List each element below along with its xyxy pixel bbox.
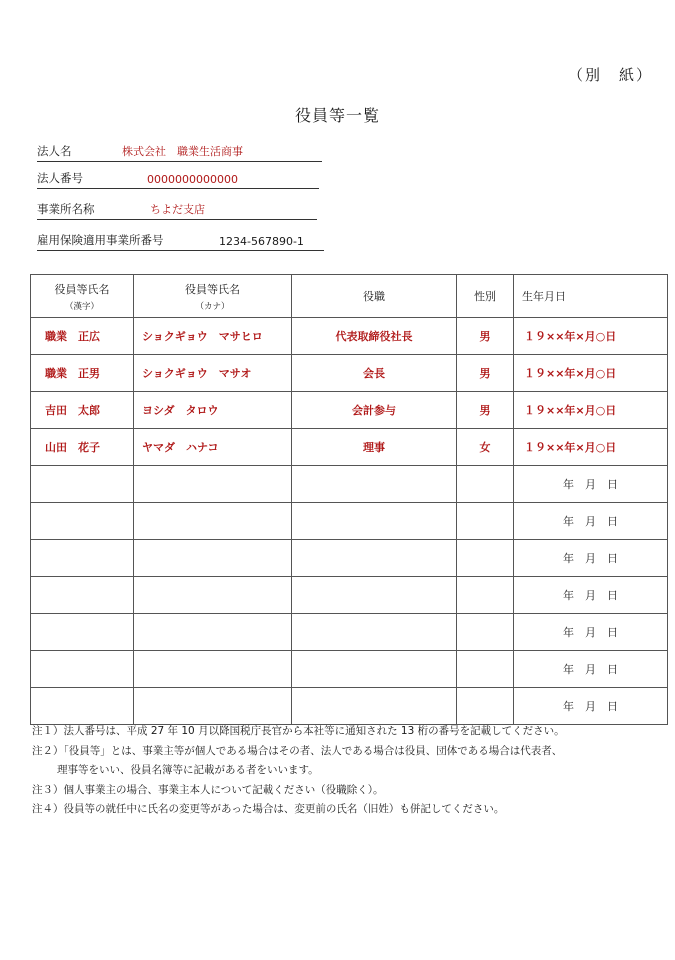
col-header-dob: 生年月日 xyxy=(514,275,668,318)
cell-blank xyxy=(292,577,457,614)
cell-gender: 女 xyxy=(457,429,514,466)
cell-blank xyxy=(134,540,292,577)
note-3: 注３）個人事業主の場合、事業主本人について記載ください（役職除く）。 xyxy=(32,783,384,796)
header-field-office-name xyxy=(37,199,317,220)
cell-dob-blank: 年 月 日 xyxy=(514,614,668,651)
table-header-row xyxy=(31,275,668,318)
table-row-blank xyxy=(31,503,668,540)
col-header-gender: 性別 xyxy=(457,275,514,318)
notes-section xyxy=(32,726,652,824)
field-label: 事業所名称 xyxy=(37,202,95,216)
header-label: 役員等氏名 xyxy=(54,282,110,296)
cell-name-kana: ショクギョウ マサヒロ xyxy=(134,318,292,355)
cell-position: 理事 xyxy=(292,429,457,466)
col-header-position: 役職 xyxy=(292,275,457,318)
cell-blank xyxy=(31,540,134,577)
cell-dob-blank: 年 月 日 xyxy=(514,466,668,503)
cell-dob: １９××年×月○日 xyxy=(514,392,668,429)
cell-blank xyxy=(292,466,457,503)
cell-blank xyxy=(457,577,514,614)
table-row xyxy=(31,355,668,392)
cell-name-kana: ヨシダ タロウ xyxy=(134,392,292,429)
cell-dob-blank: 年 月 日 xyxy=(514,577,668,614)
officers-table xyxy=(30,274,668,725)
header-sublabel: （漢字） xyxy=(64,301,99,312)
cell-blank xyxy=(457,688,514,725)
cell-gender: 男 xyxy=(457,355,514,392)
note-2: 注２）「役員等」とは、事業主等が個人である場合はその者、法人である場合は役員、団体である場合は代表者、 xyxy=(32,744,563,757)
cell-dob-blank: 年 月 日 xyxy=(514,651,668,688)
cell-blank xyxy=(457,503,514,540)
cell-blank xyxy=(134,614,292,651)
cell-position: 会計参与 xyxy=(292,392,457,429)
note-2-continued: 理事等をいい、役員名簿等に記載がある者をいいます。 xyxy=(57,764,319,776)
table-row xyxy=(31,429,668,466)
field-value: 株式会社 職業生活商事 xyxy=(122,145,243,158)
cell-gender: 男 xyxy=(457,392,514,429)
field-value: 0000000000000 xyxy=(147,173,238,186)
cell-blank xyxy=(31,614,134,651)
cell-blank xyxy=(457,651,514,688)
cell-blank xyxy=(457,540,514,577)
cell-blank xyxy=(31,503,134,540)
table-row-blank xyxy=(31,651,668,688)
cell-blank xyxy=(292,503,457,540)
field-label: 法人番号 xyxy=(37,171,83,185)
cell-gender: 男 xyxy=(457,318,514,355)
cell-blank xyxy=(457,614,514,651)
field-label: 法人名 xyxy=(37,144,72,158)
table-row-blank xyxy=(31,614,668,651)
col-header-name-kana xyxy=(134,275,292,318)
cell-name-kana: ヤマダ ハナコ xyxy=(134,429,292,466)
cell-blank xyxy=(134,688,292,725)
cell-blank xyxy=(134,503,292,540)
header-sublabel: （カナ） xyxy=(195,301,230,312)
cell-name-kana: ショクギョウ マサオ xyxy=(134,355,292,392)
table-row-blank xyxy=(31,577,668,614)
cell-blank xyxy=(31,466,134,503)
col-header-name-kanji xyxy=(31,275,134,318)
cell-blank xyxy=(134,577,292,614)
page-title: 役員等一覧 xyxy=(294,106,380,125)
header-label: 役員等氏名 xyxy=(185,282,240,296)
cell-blank xyxy=(31,577,134,614)
cell-name-kanji: 職業 正広 xyxy=(31,318,134,355)
cell-position: 代表取締役社長 xyxy=(292,318,457,355)
cell-blank xyxy=(292,614,457,651)
note-4: 注４）役員等の就任中に氏名の変更等があった場合は、変更前の氏名（旧姓）も併記してください。 xyxy=(32,803,505,815)
cell-dob-blank: 年 月 日 xyxy=(514,688,668,725)
cell-dob: １９××年×月○日 xyxy=(514,429,668,466)
note-1: 注１）法人番号は、平成 27 年 10 月以降国税庁長官から本社等に通知された 13 桁の番号を記載してください。 xyxy=(32,725,565,737)
header-field-insurance-number xyxy=(37,230,324,251)
cell-blank xyxy=(134,466,292,503)
attachment-label: （別 紙） xyxy=(568,66,654,84)
cell-blank xyxy=(292,688,457,725)
table-row-blank xyxy=(31,688,668,725)
cell-dob-blank: 年 月 日 xyxy=(514,540,668,577)
cell-dob: １９××年×月○日 xyxy=(514,318,668,355)
field-label: 雇用保険適用事業所番号 xyxy=(37,233,164,247)
cell-dob: １９××年×月○日 xyxy=(514,355,668,392)
cell-name-kanji: 職業 正男 xyxy=(31,355,134,392)
table-row xyxy=(31,318,668,355)
table-row xyxy=(31,392,668,429)
cell-name-kanji: 山田 花子 xyxy=(31,429,134,466)
cell-position: 会長 xyxy=(292,355,457,392)
cell-blank xyxy=(292,540,457,577)
field-value: 1234-567890-1 xyxy=(219,235,304,248)
cell-blank xyxy=(457,466,514,503)
table-row-blank xyxy=(31,466,668,503)
cell-name-kanji: 吉田 太郎 xyxy=(31,392,134,429)
header-field-corporate-number xyxy=(37,168,319,189)
cell-blank xyxy=(292,651,457,688)
field-value: ちよだ支店 xyxy=(150,203,205,216)
header-field-corporate-name xyxy=(37,141,322,162)
table-row-blank xyxy=(31,540,668,577)
cell-dob-blank: 年 月 日 xyxy=(514,503,668,540)
cell-blank xyxy=(31,651,134,688)
cell-blank xyxy=(31,688,134,725)
cell-blank xyxy=(134,651,292,688)
